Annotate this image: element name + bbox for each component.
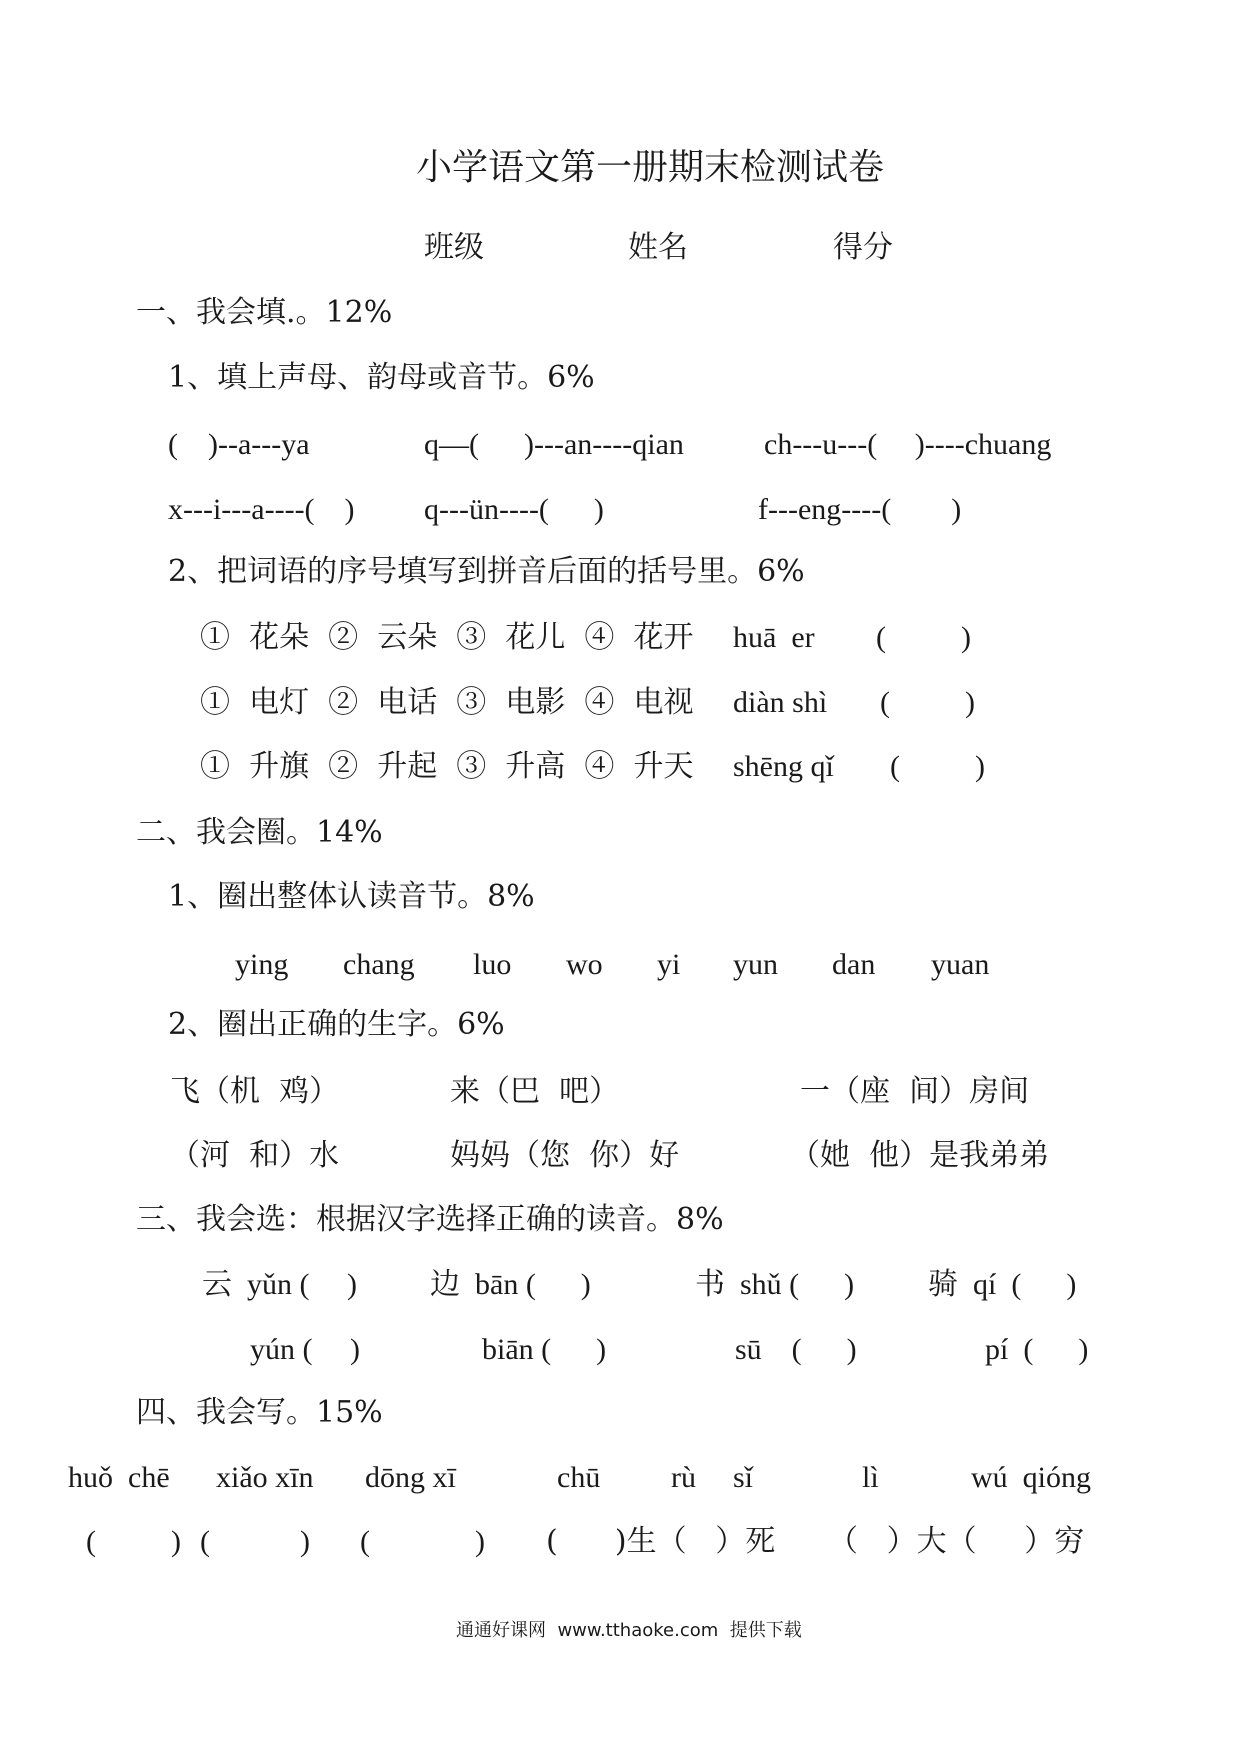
pinyin-word: sǐ [733,1461,754,1494]
answer-blank: ( ) [890,750,985,783]
syllable: wo [566,948,603,981]
answer-blank: ( ) [876,621,971,654]
page-title: 小学语文第一册期末检测试卷 [416,147,885,188]
section-4-heading: 四、我会写。15% [136,1395,383,1430]
char-choice: 来（巴 吧） [450,1074,620,1109]
word-options: ① 花朵 ② 云朵 ③ 花儿 ④ 花开 [200,620,694,655]
pinyin-word: huǒ chē [68,1461,170,1494]
pinyin-word: chū [557,1461,601,1494]
reading-choice: sū ( ) [735,1333,857,1366]
question-2-1-label: 1、圈出整体认读音节。8% [168,879,535,914]
reading-choice: 边 bān ( ) [430,1268,591,1301]
fill-item: f---eng----( ) [758,493,962,526]
question-1-1-label: 1、填上声母、韵母或音节。6% [168,360,595,395]
idiom-blank: ( )生（ ）死 [546,1524,776,1559]
answer-blank: ( ) [360,1525,485,1558]
fill-item: ( )--a---ya [168,428,310,461]
reading-choice: 书 shǔ ( ) [695,1268,855,1301]
char-choice: 妈妈（您 你）好 [450,1138,680,1173]
char-choice: （河 和）水 [170,1138,340,1173]
class-field-label: 班级 [424,230,484,265]
fill-item: ch---u---( )----chuang [764,428,1052,461]
section-2-heading: 二、我会圈。14% [136,815,383,850]
answer-blank: ( ) [880,686,975,719]
reading-choice: 骑 qí ( ) [928,1268,1077,1301]
pinyin-word: xiǎo xīn [216,1461,314,1494]
idiom-blank: （ ）大（ ）穷 [828,1524,1085,1559]
fill-item: q—( )---an----qian [424,428,684,461]
reading-choice: yún ( ) [250,1333,360,1366]
score-field-label: 得分 [833,230,893,265]
answer-blank: ( ) [200,1525,310,1558]
footer-credit: 通通好课网 www.tthaoke.com 提供下载 [456,1620,802,1641]
pinyin-word: dōng xī [365,1461,456,1494]
section-1-heading: 一、我会填.。12% [136,295,393,330]
pinyin-prompt: shēng qǐ [733,750,834,783]
pinyin-prompt: diàn shì [733,686,828,719]
reading-choice: 云 yǔn ( ) [202,1268,357,1301]
syllable: luo [473,948,512,981]
pinyin-prompt: huā er [733,621,815,654]
question-1-2-label: 2、把词语的序号填写到拼音后面的括号里。6% [168,554,805,589]
pinyin-word: rù [671,1461,696,1494]
reading-choice: biān ( ) [482,1333,607,1366]
syllable: chang [343,948,415,981]
fill-item: x---i---a----( ) [168,493,355,526]
reading-choice: pí ( ) [985,1333,1089,1366]
pinyin-word: wú qióng [971,1461,1091,1494]
syllable: yi [657,948,681,981]
name-field-label: 姓名 [628,230,688,265]
fill-item: q---ün----( ) [424,493,604,526]
syllable: ying [235,948,289,981]
word-options: ① 升旗 ② 升起 ③ 升高 ④ 升天 [200,749,694,784]
question-2-2-label: 2、圈出正确的生字。6% [168,1007,505,1042]
answer-blank: ( ) [86,1525,181,1558]
char-choice: 一（座 间）房间 [800,1074,1030,1109]
syllable: yuan [931,948,990,981]
syllable: yun [733,948,778,981]
char-choice: 飞（机 鸡） [170,1074,340,1109]
char-choice: （她 他）是我弟弟 [790,1138,1050,1173]
word-options: ① 电灯 ② 电话 ③ 电影 ④ 电视 [200,685,694,720]
section-3-heading: 三、我会选：根据汉字选择正确的读音。8% [136,1202,724,1237]
pinyin-word: lì [862,1461,879,1494]
syllable: dan [832,948,876,981]
